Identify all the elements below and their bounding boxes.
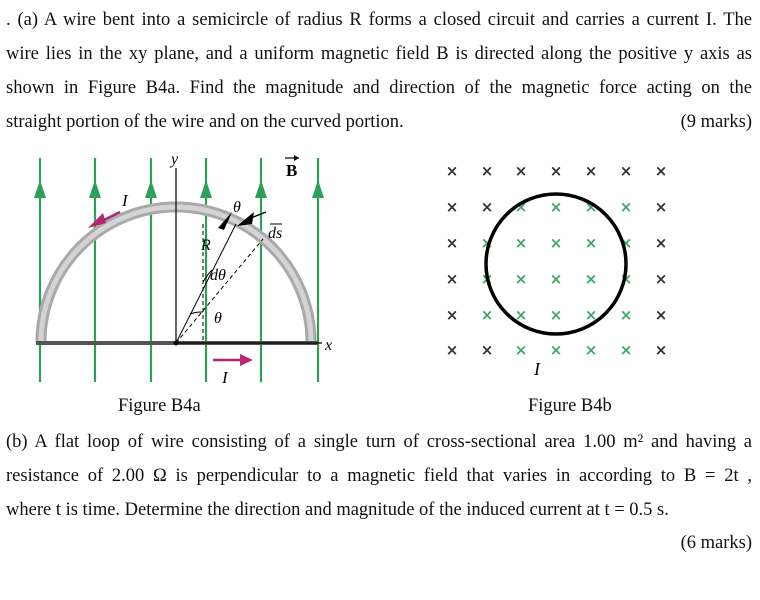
field-into-page-mark: ×: [619, 198, 633, 216]
radius-label: R: [201, 237, 211, 254]
theta-bottom-label: θ: [214, 310, 222, 327]
figure-b4a-caption: Figure B4a: [118, 396, 201, 416]
field-into-page-mark: ×: [619, 162, 633, 180]
field-into-page-mark: ×: [584, 198, 598, 216]
field-into-page-mark: ×: [480, 270, 494, 288]
field-into-page-mark: ×: [549, 306, 563, 324]
field-into-page-mark: ×: [514, 341, 528, 359]
field-into-page-mark: ×: [445, 341, 459, 359]
ds-label: ds: [268, 225, 283, 242]
figure-b4b-caption: Figure B4b: [528, 396, 612, 416]
field-into-page-mark: ×: [619, 234, 633, 252]
part-b-marks: (6 marks): [680, 533, 752, 553]
field-into-page-mark: ×: [654, 162, 668, 180]
part-a-line-2: wire lies in the xy plane, and a uniform magnetic field B is directed along the positive y axis as: [6, 44, 752, 64]
question-part-b: [6, 425, 752, 527]
field-into-page-mark: ×: [445, 198, 459, 216]
field-into-page-mark: ×: [514, 198, 528, 216]
field-into-page-mark: ×: [445, 270, 459, 288]
field-into-page-mark: ×: [654, 341, 668, 359]
field-into-page-mark: ×: [480, 234, 494, 252]
field-into-page-mark: ×: [584, 234, 598, 252]
y-axis-label: y: [171, 151, 179, 168]
field-into-page-mark: ×: [549, 234, 563, 252]
field-into-page-mark: ×: [480, 162, 494, 180]
theta-top-label: θ: [233, 199, 241, 216]
dtheta-label: dθ: [210, 267, 226, 284]
field-into-page-mark: ×: [584, 162, 598, 180]
field-into-page-mark: ×: [445, 162, 459, 180]
field-into-page-mark: ×: [549, 341, 563, 359]
field-into-page-mark: ×: [549, 162, 563, 180]
field-into-page-mark: ×: [584, 306, 598, 324]
field-into-page-mark: ×: [514, 234, 528, 252]
part-a-line-4-text: straight portion of the wire and on the curved portion.: [6, 112, 404, 132]
loop-current-label: I: [534, 359, 540, 379]
field-into-page-mark: ×: [619, 270, 633, 288]
field-into-page-mark: ×: [480, 198, 494, 216]
current-label-bottom: I: [222, 368, 228, 387]
field-into-page-mark: ×: [514, 270, 528, 288]
field-into-page-mark: ×: [654, 270, 668, 288]
field-into-page-mark: ×: [654, 234, 668, 252]
part-b-line-1: (b) A flat loop of wire consisting of a single turn of cross-sectional area 1.00 m² and having a: [6, 432, 752, 452]
field-into-page-mark: ×: [584, 270, 598, 288]
field-into-page-mark: ×: [654, 198, 668, 216]
field-b-label: B: [286, 161, 298, 180]
field-into-page-mark: ×: [480, 341, 494, 359]
part-a-line-1: . (a) A wire bent into a semicircle of radius R forms a closed circuit and carries a current I. The: [6, 10, 752, 30]
current-label-top: I: [122, 191, 128, 210]
magnetic-field-x-grid: [446, 162, 668, 359]
field-into-page-mark: ×: [584, 341, 598, 359]
field-into-page-mark: ×: [549, 198, 563, 216]
field-into-page-mark: ×: [619, 306, 633, 324]
part-a-line-3: shown in Figure B4a. Find the magnitude and direction of the magnetic force acting on the: [6, 78, 752, 98]
field-into-page-mark: ×: [514, 306, 528, 324]
field-into-page-mark: ×: [654, 306, 668, 324]
part-b-line-3: where t is time. Determine the direction and magnitude of the induced current at t = 0.5 s.: [6, 500, 669, 520]
x-axis-label: x: [325, 337, 333, 354]
field-into-page-mark: ×: [549, 270, 563, 288]
part-b-line-2: resistance of 2.00 Ω is perpendicular to a magnetic field that varies in according to B = 2t ,: [6, 466, 752, 486]
field-into-page-mark: ×: [445, 234, 459, 252]
field-into-page-mark: ×: [445, 306, 459, 324]
part-a-marks: (9 marks): [680, 112, 752, 132]
field-into-page-mark: ×: [619, 341, 633, 359]
field-into-page-mark: ×: [514, 162, 528, 180]
field-into-page-mark: ×: [480, 306, 494, 324]
